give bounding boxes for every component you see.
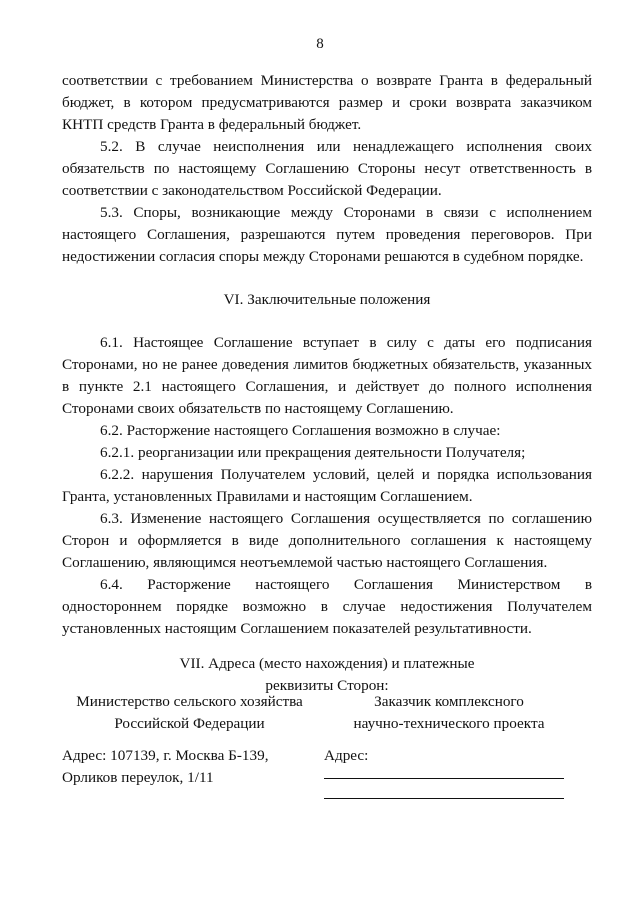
party-left-name-line1: Министерство сельского хозяйства — [76, 693, 303, 710]
party-right-name-line2: научно-технического проекта — [353, 715, 545, 732]
paragraph-6-4: 6.4. Расторжение настоящего Соглашения Министерством в одностороннем порядке возможно в случае недостижения Получателем установленных настоящим Соглашением показателей результативности. — [62, 576, 592, 637]
section-7-title-line2: реквизиты Сторон: — [265, 677, 389, 694]
paragraph-continuation: соответствии с требованием Министерства о возврате Гранта в федеральный бюджет, в котором предусматриваются размер и сроки возврата заказчиком КНТП средств Гранта в федеральный бюджет. — [62, 72, 592, 133]
party-right-name — [324, 691, 574, 735]
party-left-name-line2: Российской Федерации — [114, 715, 265, 732]
section-6-title: VI. Заключительные положения — [223, 291, 431, 308]
paragraph-5-2: 5.2. В случае неисполнения или ненадлежащего исполнения своих обязательств по настоящему Соглашению Стороны несут ответственность в соответствии с законодательством Российской Федерации. — [62, 138, 592, 199]
party-left-address — [62, 745, 322, 789]
party-right-address-label: Адрес: — [324, 747, 369, 764]
paragraph-6-1: 6.1. Настоящее Соглашение вступает в силу с даты его подписания Сторонами, но не ранее доведения лимитов бюджетных обязательств, указанных в пункте 2.1 настоящего Соглашения, и действует до полного исполнения Сторонами своих обязательств по настоящему Соглашению. — [62, 334, 592, 417]
paragraph-6-2-2: 6.2.2. нарушения Получателем условий, целей и порядка использования Гранта, установленных Правилами и настоящим Соглашением. — [62, 466, 592, 505]
section-7-title-line1: VII. Адреса (место нахождения) и платежные — [179, 655, 475, 672]
paragraph-5-3: 5.3. Споры, возникающие между Сторонами в связи с исполнением настоящего Соглашения, разрешаются путем проведения переговоров. При недостижении согласия споры между Сторонами решаются в судебном порядке. — [62, 204, 592, 265]
paragraph-6-2-1: 6.2.1. реорганизации или прекращения деятельности Получателя; — [100, 444, 526, 461]
page-number: 8 — [316, 36, 324, 52]
party-left-address-line2: Орликов переулок, 1/11 — [62, 769, 214, 786]
party-right-address — [324, 745, 574, 767]
address-blank-line-2 — [324, 798, 564, 799]
party-left-address-line1: Адрес: 107139, г. Москва Б-139, — [62, 747, 269, 764]
party-right-name-line1: Заказчик комплексного — [374, 693, 524, 710]
address-blank-line-1 — [324, 778, 564, 779]
party-left-name — [62, 691, 317, 735]
paragraph-6-3: 6.3. Изменение настоящего Соглашения осуществляется по соглашению Сторон и оформляется в виде дополнительного соглашения к настоящему Соглашению, являющимся неотъемлемой частью настоящего Соглашения. — [62, 510, 592, 571]
document-body — [62, 70, 592, 697]
paragraph-6-2: 6.2. Расторжение настоящего Соглашения возможно в случае: — [100, 422, 501, 439]
